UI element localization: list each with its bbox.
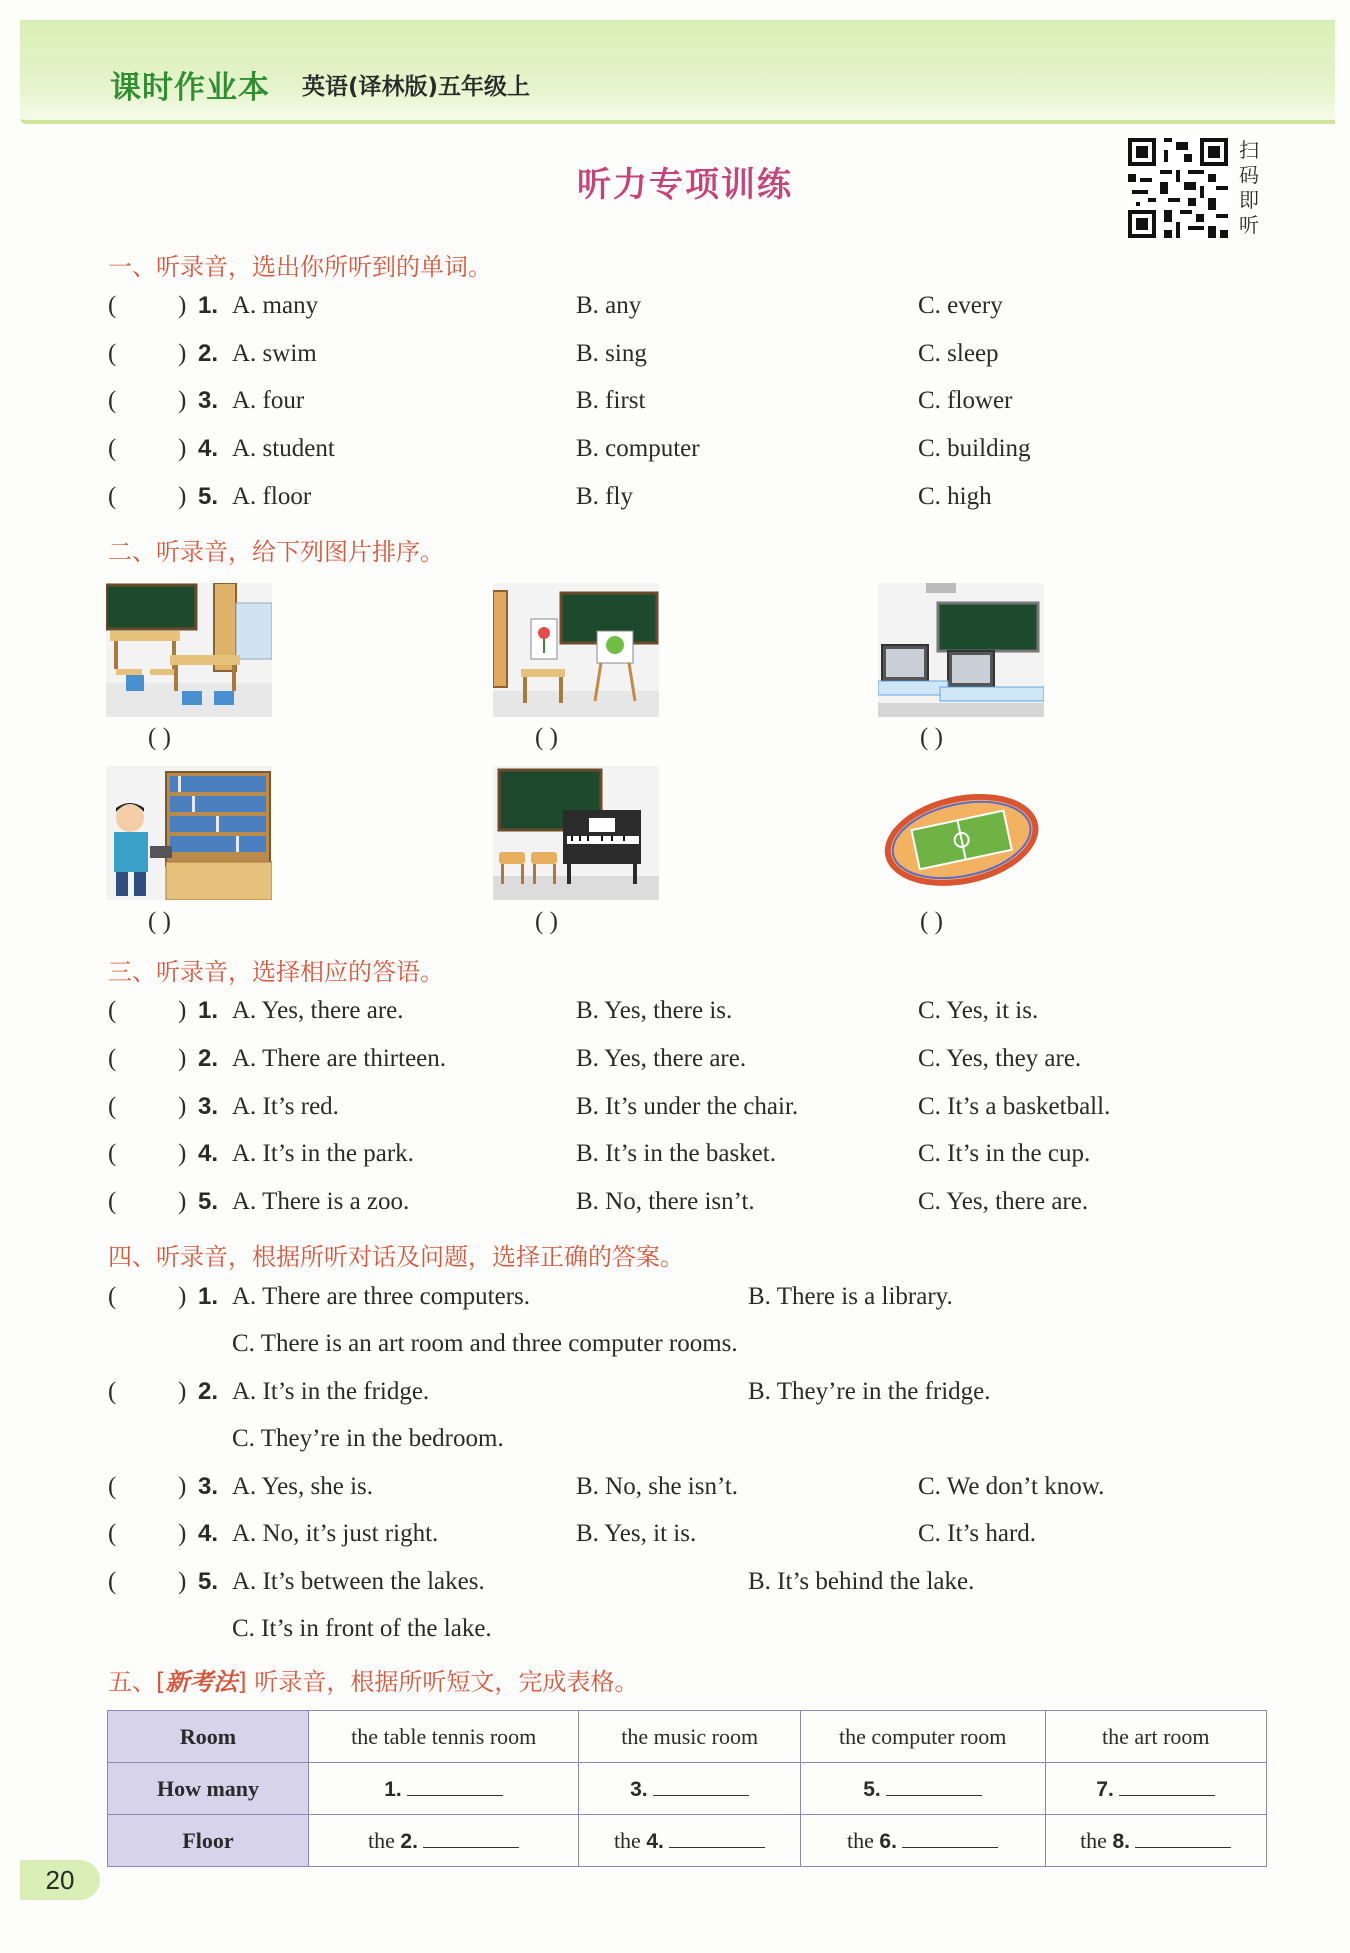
- option-a: A. There are three computers.: [232, 1283, 531, 1310]
- option-a: A. It’s between the lakes.: [232, 1568, 485, 1595]
- picture-4-paren: ( ): [148, 908, 171, 935]
- option-c: C. It’s in the cup.: [918, 1140, 1091, 1167]
- option-b: B. any: [576, 292, 642, 319]
- answer-blank: [423, 1829, 519, 1848]
- option-a: A. four: [232, 387, 305, 414]
- answer-blank: [407, 1777, 503, 1796]
- room-cell: the computer room: [800, 1711, 1045, 1763]
- picture-1-paren: ( ): [148, 724, 171, 751]
- option-b: B. Yes, there is.: [576, 997, 733, 1024]
- option-a: A. many: [232, 292, 319, 319]
- new-exam-tag: 新考法: [165, 1668, 238, 1696]
- option-a: A. It’s red.: [232, 1093, 339, 1120]
- section-4-heading: 四、听录音，根据所听对话及问题，选择正确的答案。: [108, 1243, 684, 1271]
- room-cell: the table tennis room: [309, 1711, 579, 1763]
- music-room-picture: [493, 766, 659, 900]
- option-a: A. It’s in the fridge.: [232, 1378, 430, 1405]
- option-c: C. building: [918, 435, 1031, 462]
- option-b: B. No, there isn’t.: [576, 1188, 755, 1215]
- option-a: A. floor: [232, 483, 312, 510]
- option-a: A. There is a zoo.: [232, 1188, 410, 1215]
- picture-2-paren: ( ): [535, 724, 558, 751]
- row-label-floor: Floor: [108, 1815, 309, 1867]
- option-c: C. Yes, they are.: [918, 1045, 1082, 1072]
- table-row: [108, 1763, 1267, 1815]
- room-cell: the art room: [1045, 1711, 1266, 1763]
- option-b: B. computer: [576, 435, 700, 462]
- option-b: B. sing: [576, 340, 647, 367]
- option-c: C. There is an art room and three computer rooms.: [232, 1330, 738, 1357]
- option-b: B. Yes, there are.: [576, 1045, 747, 1072]
- row-label-how-many: How many: [108, 1763, 309, 1815]
- option-c: C. sleep: [918, 340, 999, 367]
- classroom-picture: [106, 583, 272, 717]
- option-c: C. It’s a basketball.: [918, 1093, 1111, 1120]
- option-c: C. Yes, it is.: [918, 997, 1039, 1024]
- option-b: B. It’s behind the lake.: [748, 1568, 975, 1595]
- section-1-heading: 一、听录音，选出你所听到的单词。: [108, 253, 492, 281]
- option-b: B. fly: [576, 483, 633, 510]
- how-many-cell[interactable]: 1.: [309, 1763, 579, 1815]
- option-a: A. student: [232, 435, 335, 462]
- option-a: A. There are thirteen.: [232, 1045, 447, 1072]
- option-a: A. swim: [232, 340, 317, 367]
- art-room-picture: [493, 583, 659, 717]
- option-c: C. Yes, there are.: [918, 1188, 1089, 1215]
- option-c: C. It’s in front of the lake.: [232, 1615, 492, 1642]
- answer-blank: [1119, 1777, 1215, 1796]
- option-b: B. There is a library.: [748, 1283, 953, 1310]
- row-label-room: Room: [108, 1711, 309, 1763]
- qr-code-icon[interactable]: [1128, 138, 1228, 238]
- how-many-cell[interactable]: 3.: [579, 1763, 800, 1815]
- page-number: 20: [20, 1860, 100, 1900]
- option-b: B. Yes, it is.: [576, 1520, 697, 1547]
- option-b: B. It’s in the basket.: [576, 1140, 776, 1167]
- option-a: A. No, it’s just right.: [232, 1520, 439, 1547]
- answer-blank: [886, 1777, 982, 1796]
- answer-blank: [902, 1829, 998, 1848]
- answer-table: [107, 1710, 1267, 1867]
- picture-3-paren: ( ): [920, 724, 943, 751]
- section-3-heading: 三、听录音，选择相应的答语。: [108, 958, 444, 986]
- section-5-heading: 五、[新考法] 听录音，根据所听短文，完成表格。: [108, 1668, 639, 1696]
- option-a: A. Yes, she is.: [232, 1473, 374, 1500]
- section-2-heading: 二、听录音，给下列图片排序。: [108, 538, 444, 566]
- answer-blank: [1135, 1829, 1231, 1848]
- floor-cell[interactable]: the 8.: [1045, 1815, 1266, 1867]
- how-many-cell[interactable]: 5.: [800, 1763, 1045, 1815]
- option-c: C. flower: [918, 387, 1013, 414]
- room-cell: the music room: [579, 1711, 800, 1763]
- how-many-cell[interactable]: 7.: [1045, 1763, 1266, 1815]
- option-a: A. It’s in the park.: [232, 1140, 414, 1167]
- computer-room-picture: [878, 583, 1044, 717]
- brand-title: 课时作业本: [110, 70, 270, 106]
- option-a: A. Yes, there are.: [232, 997, 404, 1024]
- answer-blank: [669, 1829, 765, 1848]
- option-c: C. They’re in the bedroom.: [232, 1425, 504, 1452]
- picture-5-paren: ( ): [535, 908, 558, 935]
- table-row: [108, 1711, 1267, 1763]
- floor-cell[interactable]: the 4.: [579, 1815, 800, 1867]
- option-b: B. first: [576, 387, 646, 414]
- option-c: C. We don’t know.: [918, 1473, 1105, 1500]
- page-title: 听力专项训练: [577, 165, 793, 205]
- book-subtitle: 英语(译林版)五年级上: [302, 74, 531, 100]
- library-picture: [106, 766, 272, 900]
- table-row: [108, 1815, 1267, 1867]
- option-c: C. every: [918, 292, 1003, 319]
- picture-6-paren: ( ): [920, 908, 943, 935]
- answer-blank: [653, 1777, 749, 1796]
- option-b: B. It’s under the chair.: [576, 1093, 799, 1120]
- option-b: B. No, she isn’t.: [576, 1473, 739, 1500]
- option-c: C. It’s hard.: [918, 1520, 1037, 1547]
- option-c: C. high: [918, 483, 992, 510]
- floor-cell[interactable]: the 6.: [800, 1815, 1045, 1867]
- floor-cell[interactable]: the 2.: [309, 1815, 579, 1867]
- playground-picture: [878, 770, 1044, 904]
- option-b: B. They’re in the fridge.: [748, 1378, 991, 1405]
- qr-label: 扫 码 即 听: [1239, 138, 1259, 237]
